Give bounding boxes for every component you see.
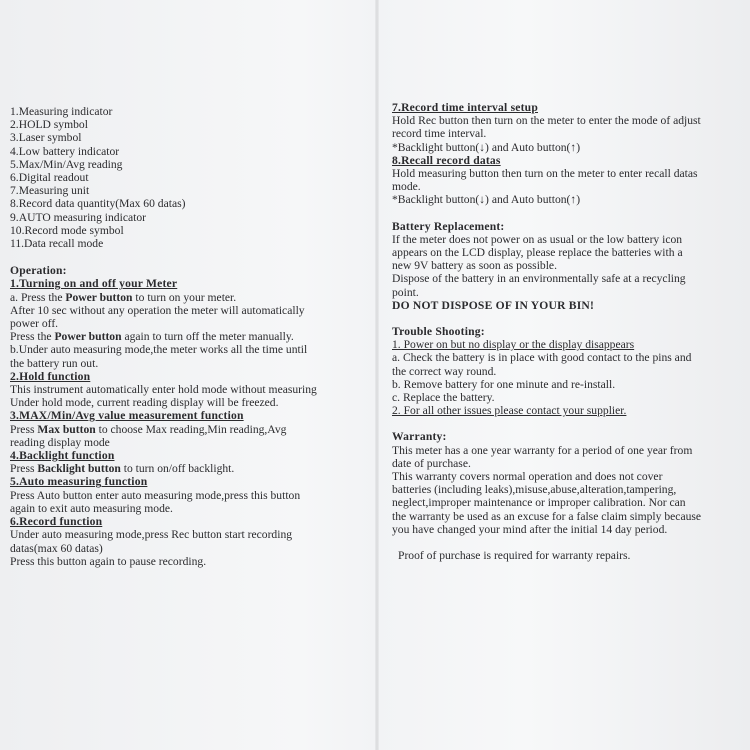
section-interval-text: *Backlight button(↓) and Auto button(↑) [392, 140, 581, 154]
operation-heading: Operation: [10, 264, 67, 278]
display-legend [10, 105, 365, 250]
trouble-text: 1. Power on but no display or the display disappears [392, 338, 635, 352]
battery-text: new 9V battery as soon as possible. [392, 259, 557, 273]
legend-item: 9.AUTO measuring indicator [10, 210, 146, 224]
battery-text: point. [392, 285, 419, 299]
warranty-text: neglect,improper maintenance or improper calibration. Nor can [392, 496, 686, 510]
battery-text: Dispose of the battery in an environmentally safe at a recycling [392, 272, 686, 286]
warranty-text: the warranty be used as an excuse for a false claim simply because [392, 509, 702, 523]
battery-heading: Battery Replacement: [392, 219, 505, 233]
legend-item: 1.Measuring indicator [10, 105, 113, 118]
legend-item: 8.Record data quantity(Max 60 datas) [10, 197, 186, 211]
section-hold-text: Under hold mode, current reading display will be freezed. [10, 396, 279, 410]
section-power-title: 1.Turning on and off your Meter [10, 277, 178, 291]
battery-text: appears on the LCD display, please replace the batteries with a [392, 246, 683, 260]
page-fold [375, 0, 379, 750]
section-interval-title: 7.Record time interval setup [392, 101, 538, 114]
legend-item: 7.Measuring unit [10, 184, 90, 198]
warranty-text: date of purchase. [392, 456, 471, 470]
legend-item: 10.Record mode symbol [10, 223, 124, 237]
section-power-text: power off. [10, 317, 59, 331]
section-power-text: Press the Power button again to turn off the meter manually. [10, 330, 294, 344]
warranty-heading: Warranty: [392, 430, 447, 444]
section-record-text: Press this button again to pause recording. [10, 554, 207, 568]
warranty-proof: Proof of purchase is required for warranty repairs. [398, 549, 631, 563]
section-record-text: datas(max 60 datas) [10, 541, 103, 555]
section-power-text: the battery run out. [10, 356, 99, 370]
section-max-text: Press Max button to choose Max reading,Min reading,Avg [10, 422, 287, 436]
section-record-title: 6.Record function [10, 515, 103, 529]
section-recall-text: mode. [392, 180, 421, 194]
section-power-text: After 10 sec without any operation the meter will automatically [10, 303, 305, 317]
trouble-text: the correct way round. [392, 364, 497, 378]
warranty-text: This meter has a one year warranty for a period of one year from [392, 443, 693, 457]
section-recall-text: *Backlight button(↓) and Auto button(↑) [392, 193, 581, 207]
legend-item: 11.Data recall mode [10, 237, 104, 251]
section-auto-text: again to exit auto measuring mode. [10, 501, 173, 515]
warranty-text: batteries (including leaks),misuse,abuse,alteration,tampering, [392, 483, 677, 497]
section-record-text: Under auto measuring mode,press Rec button start recording [10, 528, 293, 542]
warranty-text: you have changed your mind after the initial 14 day period. [392, 522, 668, 536]
right-column [392, 101, 744, 562]
legend-item: 4.Low battery indicator [10, 144, 120, 158]
left-column [10, 105, 365, 568]
battery-warning: DO NOT DISPOSE OF IN YOUR BIN! [392, 298, 595, 312]
section-recall-title: 8.Recall record datas [392, 153, 501, 167]
section-hold-text: This instrument automatically enter hold mode without measuring [10, 383, 317, 397]
legend-item: 2.HOLD symbol [10, 118, 88, 132]
legend-item: 6.Digital readout [10, 171, 89, 185]
section-auto-title: 5.Auto measuring function [10, 475, 148, 489]
section-power-text: b.Under auto measuring mode,the meter works all the time until [10, 343, 308, 357]
legend-item: 3.Laser symbol [10, 131, 82, 145]
section-recall-text: Hold measuring button then turn on the meter to enter recall datas [392, 167, 698, 181]
section-max-text: reading display mode [10, 435, 110, 449]
battery-text: If the meter does not power on as usual or the low battery icon [392, 232, 683, 246]
trouble-text: a. Check the battery is in place with good contact to the pins and [392, 351, 692, 365]
section-interval-text: Hold Rec button then turn on the meter to enter the mode of adjust [392, 114, 701, 128]
trouble-text: c. Replace the battery. [392, 391, 495, 405]
section-hold-title: 2.Hold function [10, 369, 91, 383]
legend-item: 5.Max/Min/Avg reading [10, 157, 123, 171]
section-backlight-text: Press Backlight button to turn on/off backlight. [10, 462, 235, 476]
trouble-text: 2. For all other issues please contact your supplier. [392, 404, 627, 418]
section-auto-text: Press Auto button enter auto measuring mode,press this button [10, 488, 301, 502]
section-backlight-title: 4.Backlight function [10, 449, 115, 463]
section-interval-text: record time interval. [392, 127, 487, 141]
section-power-text: a. Press the Power button to turn on your meter. [10, 290, 237, 304]
section-max-title: 3.MAX/Min/Avg value measurement function [10, 409, 244, 423]
trouble-heading: Trouble Shooting: [392, 325, 485, 339]
trouble-text: b. Remove battery for one minute and re-install. [392, 377, 616, 391]
warranty-text: This warranty covers normal operation and does not cover [392, 470, 663, 484]
